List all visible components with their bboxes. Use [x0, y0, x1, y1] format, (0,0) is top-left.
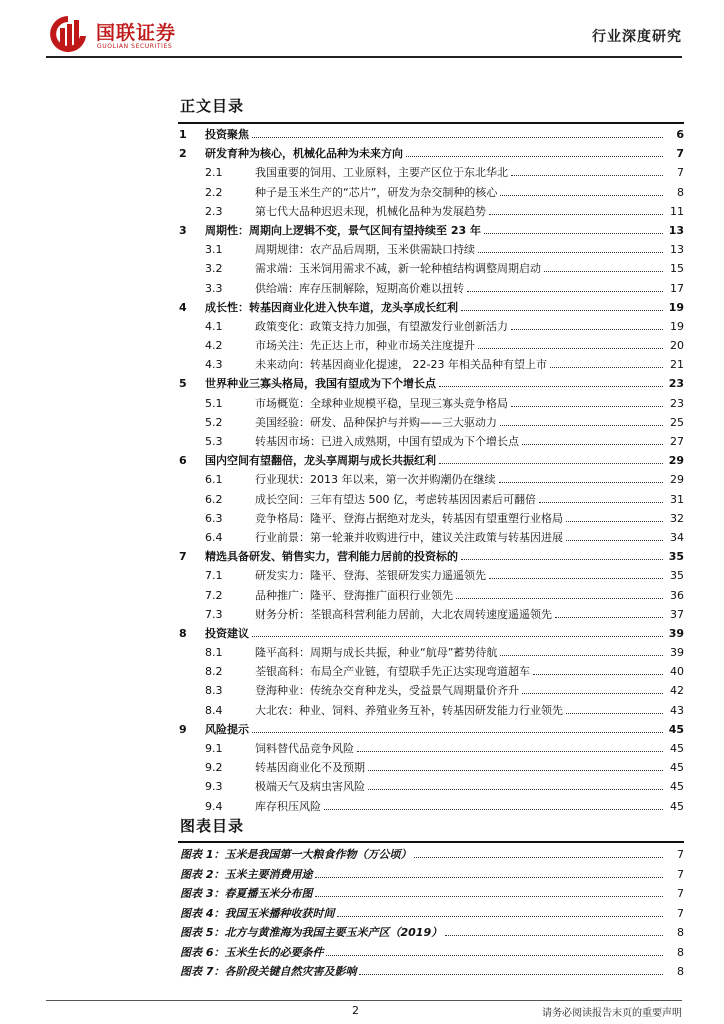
toc-entry[interactable]	[178, 681, 684, 700]
toc-divider	[178, 122, 684, 124]
figure-entry-page: 7	[677, 867, 684, 881]
toc-entry-title: 投资建议	[205, 626, 249, 640]
toc-entry-title: 精选具备研发、销售实力，营利能力居前的投资标的	[205, 550, 458, 564]
toc-entry-number: 8.2	[205, 665, 223, 679]
dot-leader	[511, 318, 663, 330]
toc-entry-page: 43	[670, 703, 684, 717]
figure-entry-title: 图表 6：玉米生长的必要条件	[180, 945, 324, 959]
figure-entry-page: 7	[677, 906, 684, 920]
toc-entry-number: 6.1	[205, 473, 223, 487]
toc-entry-page: 40	[670, 665, 684, 679]
dot-leader	[461, 299, 663, 311]
toc-entry-number: 7.2	[205, 588, 223, 602]
dot-leader	[500, 184, 663, 196]
toc-entry-number: 3.2	[205, 262, 223, 276]
toc-entry-number: 2.1	[205, 166, 223, 180]
toc-entry-number: 2.2	[205, 185, 223, 199]
footer-disclaimer: 请务必阅读报告末页的重要声明	[542, 1008, 682, 1019]
figure-entry-title: 图表 2：玉米主要消费用途	[180, 867, 313, 881]
toc-entry[interactable]	[178, 566, 684, 585]
figures-title: 图表目录	[180, 817, 245, 835]
toc-entry-page: 31	[670, 492, 684, 506]
figure-entry-page: 7	[677, 848, 684, 861]
dot-leader	[445, 924, 663, 936]
toc-entry-page: 21	[670, 358, 684, 372]
figure-entry[interactable]	[178, 884, 684, 904]
dot-leader	[461, 548, 663, 560]
toc-entry-title: 成长空间：三年有望达 500 亿，考虑转基因因素后可翻倍	[255, 492, 536, 506]
page-number: 2	[352, 1004, 359, 1017]
toc-entry-page: 45	[668, 722, 684, 736]
toc-entry-number: 9.4	[205, 799, 223, 813]
toc-entry-title: 未来动向：转基因商业化提速， 22-23 年相关品种有望上市	[255, 358, 547, 372]
toc-entry-page: 13	[668, 223, 684, 237]
toc-entry-title: 品种推广：隆平、登海推广面积行业领先	[255, 588, 453, 602]
dot-leader	[357, 740, 663, 752]
toc-entry-page: 39	[670, 646, 684, 660]
toc-entry-number: 3.3	[205, 281, 223, 295]
toc-entry-title: 大北农：种业、饲料、养殖业务互补，转基因研发能力行业领先	[255, 703, 563, 717]
logo-english-name: GUOLIAN SECURITIES	[97, 43, 173, 50]
toc-entry-page: 19	[670, 319, 684, 333]
toc-entry-title: 供给端：库存压制解除，短期高价难以扭转	[255, 281, 464, 295]
toc-entry-page: 34	[670, 530, 684, 544]
toc-entry[interactable]	[178, 317, 684, 336]
dot-leader	[566, 529, 663, 541]
toc-entry-page: 45	[670, 742, 684, 755]
dot-leader	[252, 126, 663, 138]
dot-leader	[359, 963, 663, 975]
toc-entry-number: 5.2	[205, 415, 223, 429]
figure-entry-title: 图表 4：我国玉米播种收获时间	[180, 906, 335, 920]
dot-leader	[550, 356, 663, 368]
toc-entry[interactable]	[178, 701, 684, 720]
toc-entry[interactable]	[178, 490, 684, 509]
toc-entry[interactable]	[178, 413, 684, 432]
toc-entry-page: 7	[677, 166, 684, 180]
toc-entry-title: 极端天气及病虫害风险	[255, 780, 365, 794]
dot-leader	[522, 682, 663, 694]
toc-entry[interactable]	[178, 797, 684, 816]
toc-entry-page: 29	[668, 454, 684, 468]
toc-entry-title: 转基因市场：已进入成熟期，中国有望成为下个增长点	[255, 435, 519, 448]
dot-leader	[500, 414, 663, 426]
dot-leader	[484, 222, 663, 234]
toc-entry-number: 8.4	[205, 703, 223, 717]
toc-entry-page: 20	[670, 339, 684, 353]
toc-entry[interactable]	[178, 279, 684, 298]
toc-entry-number: 8.3	[205, 684, 223, 698]
toc-entry[interactable]	[178, 432, 684, 451]
toc-entry-title: 市场概览：全球种业规模平稳，呈现三寡头竞争格局	[255, 396, 508, 410]
toc-entry-number: 6.3	[205, 511, 223, 525]
toc-entry-number: 4.1	[205, 319, 223, 333]
toc-entry-number: 7.3	[205, 607, 223, 621]
toc-entry-number: 9	[179, 722, 187, 736]
toc-entry-page: 39	[668, 626, 684, 640]
figure-entry-title: 图表 7：各阶段关键自然灾害及影响	[180, 965, 357, 978]
toc-entry-title: 财务分析：荃银高科营利能力居前，大北农周转速度遥遥领先	[255, 607, 552, 621]
toc-entry-page: 27	[670, 435, 684, 448]
toc-entry-page: 13	[670, 243, 684, 257]
figure-entry-title: 图表 5：北方与黄淮海为我国主要玉米产区（2019）	[180, 926, 443, 939]
toc-entry-number: 3.1	[205, 243, 223, 257]
logo-chinese-name: 国联证券	[96, 22, 177, 44]
dot-leader	[439, 375, 663, 387]
toc-entry-number: 4.2	[205, 339, 223, 353]
figure-entry-title: 图表 3：春夏播玉米分布图	[180, 887, 313, 900]
toc-entry-page: 7	[676, 147, 684, 161]
toc-entry-title: 研发实力：隆平、登海、荃银研发实力遥遥领先	[255, 569, 486, 583]
dot-leader	[522, 433, 663, 445]
toc-entry-number: 8.1	[205, 646, 223, 660]
figure-entry[interactable]	[178, 845, 684, 865]
dot-leader	[539, 491, 663, 503]
toc-entry-page: 23	[668, 377, 684, 391]
toc-entry-title: 行业前景：第一轮兼并收购进行中，建议关注政策与转基因进展	[255, 530, 563, 544]
toc-entry-title: 美国经验：研发、品种保护与并购——三大驱动力	[255, 415, 497, 429]
toc-entry-number: 5.3	[205, 435, 223, 448]
toc-entry-number: 7.1	[205, 569, 223, 583]
toc-entry-number: 5	[179, 377, 187, 391]
toc-entry-page: 17	[670, 281, 684, 295]
toc-entry[interactable]	[178, 643, 684, 662]
toc-entry-title: 周期性：周期向上逻辑不变，景气区间有望持续至 23 年	[205, 223, 481, 237]
dot-leader	[489, 203, 663, 215]
toc-entry-title: 国内空间有望翻倍，龙头享周期与成长共振红利	[205, 454, 436, 468]
toc-entry-number: 2	[179, 147, 187, 161]
toc-entry[interactable]	[178, 528, 684, 547]
toc-entry-title: 市场关注：先正达上市，种业市场关注度提升	[255, 339, 475, 353]
toc-entry-title: 成长性：转基因商业化进入快车道，龙头享成长红利	[205, 300, 458, 314]
page-header	[0, 0, 724, 58]
dot-leader	[337, 905, 663, 917]
dot-leader	[478, 241, 663, 253]
dot-leader	[478, 337, 663, 349]
toc-entry-title: 世界种业三寡头格局，我国有望成为下个增长点	[205, 377, 436, 391]
toc-entry-title: 库存积压风险	[255, 799, 321, 813]
toc-entry-number: 9.1	[205, 742, 223, 755]
toc-entry-number: 4	[179, 300, 187, 314]
toc-entry[interactable]	[178, 125, 684, 144]
toc-entry[interactable]	[178, 240, 684, 259]
toc-entry-title: 饲料替代品竞争风险	[255, 742, 354, 755]
figure-entry[interactable]	[178, 865, 684, 885]
dot-leader	[439, 452, 663, 464]
dot-leader	[326, 944, 663, 956]
dot-leader	[555, 606, 663, 618]
toc-entry-number: 4.3	[205, 358, 223, 372]
header-divider	[46, 56, 682, 58]
toc-entry-number: 7	[179, 550, 187, 564]
figure-entry[interactable]	[178, 904, 684, 924]
toc-entry-title: 登海种业：传统杂交育种龙头，受益景气周期量价齐升	[255, 684, 519, 698]
toc-entry-title: 隆平高科：周期与成长共振，种业“航母”蓄势待航	[255, 646, 498, 660]
toc-entry-number: 3	[179, 223, 187, 237]
toc-entry-page: 8	[677, 185, 684, 199]
dot-leader	[368, 778, 663, 790]
toc-entry[interactable]	[178, 547, 684, 566]
dot-leader	[315, 866, 663, 878]
dot-leader	[489, 567, 663, 579]
figures-divider	[178, 841, 684, 843]
figure-entry-page: 8	[677, 926, 684, 939]
figure-list	[178, 845, 684, 982]
dot-leader	[500, 644, 663, 656]
toc-entry[interactable]	[178, 451, 684, 470]
toc-entry[interactable]	[178, 509, 684, 528]
figure-entry[interactable]	[178, 962, 684, 982]
toc-entry-page: 37	[670, 607, 684, 621]
toc-entry-page: 25	[670, 415, 684, 429]
toc-entry-page: 35	[670, 569, 684, 583]
toc-entry-page: 29	[670, 473, 684, 487]
toc-entry[interactable]	[178, 163, 684, 182]
toc-entry[interactable]	[178, 605, 684, 624]
dot-leader	[566, 510, 663, 522]
dot-leader	[533, 663, 663, 675]
toc-entry[interactable]	[178, 394, 684, 413]
dot-leader	[467, 280, 663, 292]
toc-entry-title: 投资聚焦	[205, 128, 249, 141]
toc-entry[interactable]	[178, 720, 684, 739]
dot-leader	[252, 721, 663, 733]
toc-entry-number: 6.4	[205, 530, 223, 544]
toc-title: 正文目录	[180, 97, 245, 115]
figure-entry-title: 图表 1：玉米是我国第一大粮食作物（万公顷）	[180, 848, 412, 861]
toc-entry-number: 8	[179, 626, 187, 640]
toc-entry-number: 6	[179, 454, 187, 468]
dot-leader	[414, 846, 663, 858]
footer-divider	[46, 1000, 682, 1001]
toc-entry-number: 9.3	[205, 780, 223, 794]
toc-entry[interactable]	[178, 298, 684, 317]
toc-entry[interactable]	[178, 739, 684, 758]
toc-entry[interactable]	[178, 202, 684, 221]
toc-entry-title: 政策变化：政策支持力加强，有望激发行业创新活力	[255, 319, 508, 333]
table-of-contents	[178, 125, 684, 816]
logo-mark-icon	[46, 14, 90, 54]
dot-leader	[511, 395, 663, 407]
figure-entry[interactable]	[178, 943, 684, 963]
toc-entry-title: 研发育种为核心，机械化品种为未来方向	[205, 147, 403, 161]
dot-leader	[315, 885, 663, 897]
toc-entry-title: 种子是玉米生产的“芯片”，研发为杂交制种的核心	[255, 185, 498, 199]
toc-entry[interactable]	[178, 777, 684, 796]
toc-entry[interactable]	[178, 221, 684, 240]
toc-entry-page: 19	[668, 300, 684, 314]
toc-entry[interactable]	[178, 586, 684, 605]
toc-entry[interactable]	[178, 144, 684, 163]
toc-entry-page: 45	[670, 761, 684, 775]
toc-entry-number: 9.2	[205, 761, 223, 775]
toc-entry[interactable]	[178, 470, 684, 489]
toc-entry-page: 45	[670, 780, 684, 794]
dot-leader	[324, 798, 663, 810]
toc-entry-page: 23	[670, 396, 684, 410]
toc-entry[interactable]	[178, 183, 684, 202]
toc-entry-page: 45	[670, 799, 684, 813]
toc-entry-number: 2.3	[205, 204, 223, 218]
figure-entry-page: 8	[677, 945, 684, 959]
toc-entry-page: 36	[670, 588, 684, 602]
dot-leader	[406, 145, 663, 157]
figure-entry-page: 8	[677, 965, 684, 978]
report-type: 行业深度研究	[592, 29, 682, 45]
dot-leader	[456, 587, 663, 599]
toc-entry-title: 荃银高科：布局全产业链，有望联手先正达实现弯道超车	[255, 665, 530, 679]
toc-entry-page: 35	[668, 550, 684, 564]
toc-entry[interactable]	[178, 758, 684, 777]
toc-entry-page: 6	[676, 128, 684, 141]
toc-entry-number: 5.1	[205, 396, 223, 410]
toc-entry[interactable]	[178, 624, 684, 643]
toc-entry[interactable]	[178, 355, 684, 374]
toc-entry-page: 15	[670, 262, 684, 276]
toc-entry[interactable]	[178, 259, 684, 278]
toc-entry-title: 第七代大品种迟迟未现，机械化品种为发展趋势	[255, 204, 486, 218]
toc-entry-title: 周期规律：农产品后周期，玉米供需缺口持续	[255, 243, 475, 257]
toc-entry-title: 需求端：玉米饲用需求不减，新一轮种植结构调整周期启动	[255, 262, 541, 276]
dot-leader	[511, 164, 663, 176]
dot-leader	[499, 471, 664, 483]
toc-entry-title: 风险提示	[205, 722, 249, 736]
company-logo	[46, 14, 196, 54]
toc-entry-title: 行业现状：2013 年以来，第一次并购潮仍在继续	[255, 473, 496, 487]
toc-entry[interactable]	[178, 374, 684, 393]
dot-leader	[252, 625, 663, 637]
toc-entry-page: 32	[670, 511, 684, 525]
toc-entry-page: 42	[670, 684, 684, 698]
toc-entry-number: 6.2	[205, 492, 223, 506]
figure-entry-page: 7	[677, 887, 684, 900]
toc-entry-number: 1	[179, 128, 187, 141]
dot-leader	[368, 759, 663, 771]
toc-entry[interactable]	[178, 336, 684, 355]
toc-entry-title: 我国重要的饲用、工业原料，主要产区位于东北华北	[255, 166, 508, 180]
figure-entry[interactable]	[178, 923, 684, 943]
dot-leader	[566, 702, 663, 714]
toc-entry-title: 转基因商业化不及预期	[255, 761, 365, 775]
toc-entry-page: 11	[670, 204, 684, 218]
toc-entry[interactable]	[178, 662, 684, 681]
toc-entry-title: 竞争格局：隆平、登海占据绝对龙头，转基因有望重塑行业格局	[255, 511, 563, 525]
dot-leader	[544, 260, 663, 272]
